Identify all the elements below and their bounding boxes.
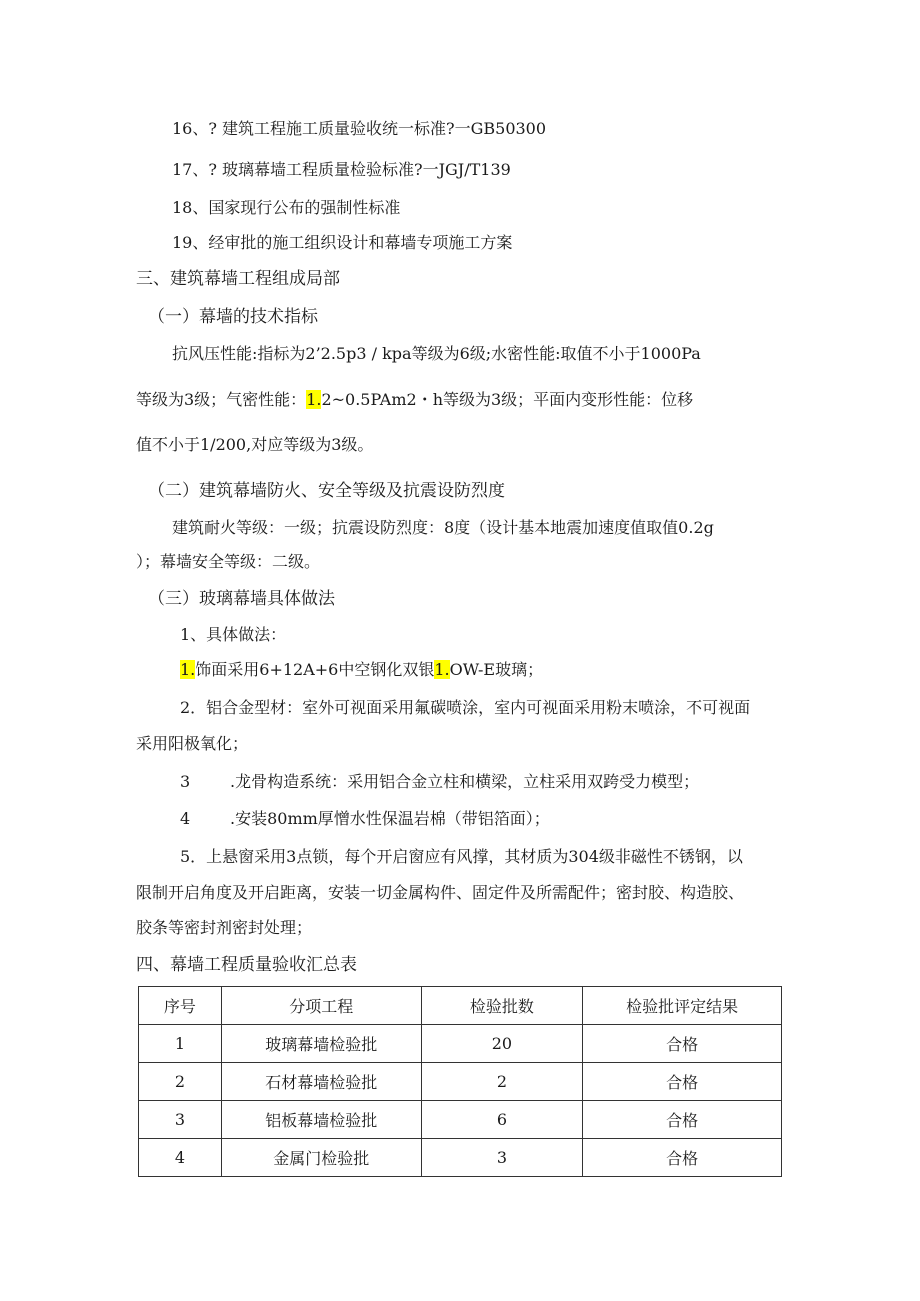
table-row <box>139 1063 782 1101</box>
sub3-item4-num: 4 <box>180 809 191 828</box>
table-row <box>139 1025 782 1063</box>
sub1-line2-highlight: 1. <box>306 390 322 409</box>
sub3-item4-text: .安装80mm厚憎水性保温岩棉（带铝箔面）； <box>230 809 550 828</box>
cell-index: 2 <box>139 1063 222 1101</box>
cell-index: 1 <box>139 1025 222 1063</box>
header-result: 检验批评定结果 <box>583 987 782 1025</box>
header-index: 序号 <box>139 987 222 1025</box>
sub3-title: （三）玻璃幕墙具体做法 <box>148 589 335 609</box>
cell-batch-count: 2 <box>421 1063 583 1101</box>
table-row <box>139 1101 782 1139</box>
cell-item: 石材幕墙检验批 <box>221 1063 421 1101</box>
ref-19: 19、经审批的施工组织设计和幕墙专项施工方案 <box>172 233 513 252</box>
sub1-line2-pre: 等级为3级；气密性能： <box>136 390 307 409</box>
cell-batch-count: 20 <box>421 1025 583 1063</box>
cell-index: 3 <box>139 1101 222 1139</box>
cell-batch-count: 3 <box>421 1139 583 1177</box>
sub3-item2-line2: 采用阳极氧化； <box>136 734 249 753</box>
item1-post: OW-E玻璃； <box>449 660 544 679</box>
item1-highlight-1: 1. <box>180 660 196 679</box>
sub3-item3-num: 3 <box>180 772 191 791</box>
item1-highlight-2: 1. <box>434 660 450 679</box>
sub3-item5-line3: 胶条等密封剂密封处理； <box>136 918 313 937</box>
table-row <box>139 1139 782 1177</box>
sub1-line1: 抗风压性能:指标为2’2.5p3 / kpa等级为6级;水密性能:取值不小于1000Pa <box>172 344 701 363</box>
header-batch-count: 检验批数 <box>421 987 583 1025</box>
sub3-item-head: 1、具体做法： <box>180 625 287 644</box>
section3-title: 三、建筑幕墙工程组成局部 <box>136 269 340 289</box>
sub1-title: （一）幕墙的技术指标 <box>148 307 318 327</box>
sub3-item3-text: .龙骨构造系统：采用铝合金立柱和横梁，立柱采用双跨受力模型； <box>230 772 700 791</box>
cell-result: 合格 <box>583 1025 782 1063</box>
cell-index: 4 <box>139 1139 222 1177</box>
ref-17: 17、? 玻璃幕墙工程质量检验标准?一JGJ/T139 <box>172 160 511 179</box>
sub2-line1: 建筑耐火等级：一级；抗震设防烈度：8度（设计基本地震加速度值取值0.2g <box>172 518 714 537</box>
sub1-line2-post: 2~0.5PAm2・h等级为3级；平面内变形性能：位移 <box>321 390 694 409</box>
sub1-line2 <box>136 389 693 411</box>
header-item: 分项工程 <box>221 987 421 1025</box>
cell-item: 金属门检验批 <box>221 1139 421 1177</box>
cell-result: 合格 <box>583 1139 782 1177</box>
table-header-row <box>139 987 782 1025</box>
cell-item: 玻璃幕墙检验批 <box>221 1025 421 1063</box>
cell-item: 铝板幕墙检验批 <box>221 1101 421 1139</box>
sub3-item1 <box>180 659 543 681</box>
cell-result: 合格 <box>583 1101 782 1139</box>
sub1-line3: 值不小于1/200,对应等级为3级。 <box>136 435 374 454</box>
item1-mid: 饰面采用6+12A+6中空钢化双银 <box>195 660 435 679</box>
sub3-item5-line1: 5．上悬窗采用3点锁，每个开启窗应有风撑，其材质为304级非磁性不锈钢，以 <box>180 847 743 866</box>
section4-title: 四、幕墙工程质量验收汇总表 <box>136 955 357 975</box>
sub3-item5-line2: 限制开启角度及开启距离，安装一切金属构件、固定件及所需配件；密封胶、构造胶、 <box>136 883 745 902</box>
sub3-item2-line1: 2．铝合金型材：室外可视面采用氟碳喷涂，室内可视面采用粉末喷涂，不可视面 <box>180 698 751 717</box>
ref-18: 18、国家现行公布的强制性标准 <box>172 198 401 217</box>
acceptance-summary-table <box>138 986 782 1177</box>
sub2-line2: ）；幕墙安全等级：二级。 <box>136 552 321 571</box>
cell-batch-count: 6 <box>421 1101 583 1139</box>
sub2-title: （二）建筑幕墙防火、安全等级及抗震设防烈度 <box>148 481 505 501</box>
cell-result: 合格 <box>583 1063 782 1101</box>
ref-16: 16、? 建筑工程施工质量验收统一标准?一GB50300 <box>172 119 547 138</box>
